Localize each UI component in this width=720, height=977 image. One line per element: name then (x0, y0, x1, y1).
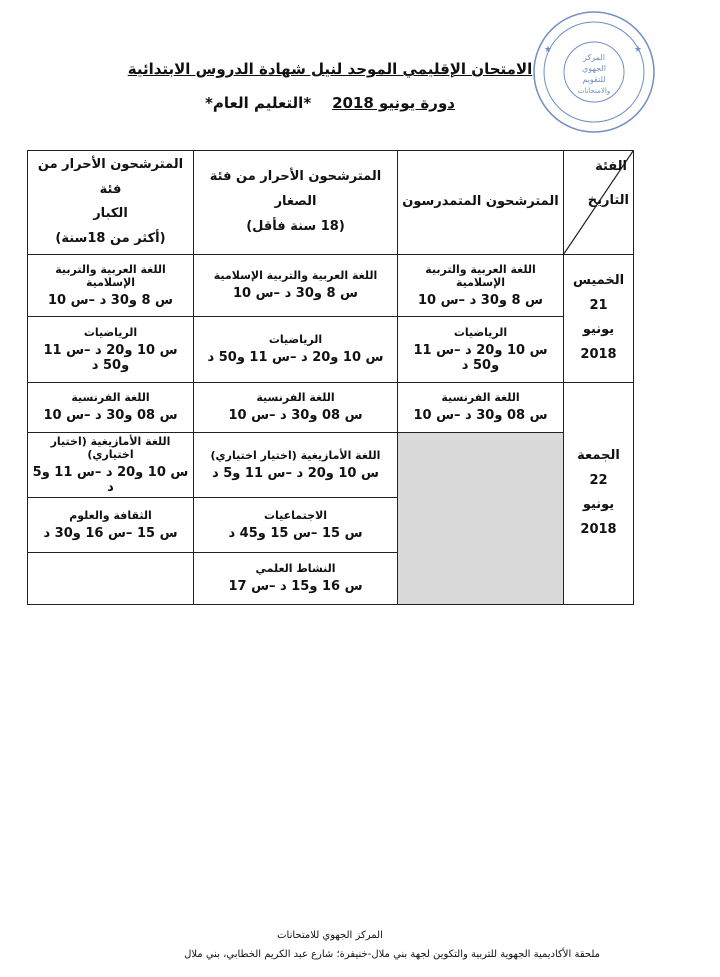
official-stamp (530, 8, 658, 136)
session-label: دورة يونيو 2018 (332, 94, 455, 112)
schedule-cell: الرياضيات س 10 و20 د –س 11 و50 د (398, 316, 564, 382)
date-cell-friday: الجمعة 22 يونيو 2018 (564, 382, 634, 604)
svg-text:الجهوي: الجهوي (582, 64, 606, 73)
schedule-cell: اللغة العربية والتربية الإسلامية س 8 و30 د –س 10 (28, 254, 194, 316)
schedule-cell: اللغة العربية والتربية الإسلامية س 8 و30 د –س 10 (398, 254, 564, 316)
svg-text:★: ★ (634, 45, 643, 55)
session-title (120, 94, 540, 112)
svg-text:★: ★ (544, 45, 553, 55)
schedule-cell: اللغة الأمازيغية (اختيار اختياري) س 10 و20 د –س 11 و5 د (28, 432, 194, 497)
exam-schedule-table (27, 150, 634, 605)
schedule-cell: الرياضيات س 10 و20 د –س 11 و50 د (194, 316, 398, 382)
schedule-cell: اللغة الفرنسية س 08 و30 د –س 10 (194, 382, 398, 432)
header-row (28, 151, 634, 255)
date-cell-thursday: الخميس 21 يونيو 2018 (564, 254, 634, 382)
header-free-adults: المترشحون الأحرار من فئة الكبار (أكثر من 18سنة) (28, 151, 194, 255)
table-row (28, 432, 634, 497)
empty-cell (28, 552, 194, 604)
schedule-cell: اللغة العربية والتربية الإسلامية س 8 و30 د –س 10 (194, 254, 398, 316)
schedule-cell: الرياضيات س 10 و20 د –س 11 و50 د (28, 316, 194, 382)
footer-center-name: المركز الجهوي للامتحانات (277, 930, 383, 941)
category-label: الفئة (595, 159, 627, 174)
schedule-cell: اللغة الفرنسية س 08 و30 د –س 10 (398, 382, 564, 432)
svg-text:المركز: المركز (583, 53, 605, 62)
session-type: *التعليم العام* (205, 94, 312, 112)
header-free-young: المترشحون الأحرار من فئة الصغار (18 سنة فأقل) (194, 151, 398, 255)
schedule-cell: الاجتماعيات س 15 –س 15 و45 د (194, 497, 398, 552)
date-label: التاريخ (587, 193, 629, 208)
schedule-cell: الثقافة والعلوم س 15 –س 16 و30 د (28, 497, 194, 552)
header-schooled: المترشحون المتمدرسون (398, 151, 564, 255)
svg-text:للتقويم: للتقويم (582, 75, 606, 84)
footer-address: ملحقة الأكاديمية الجهوية للتربية والتكوين لجهة بني ملال-خنيفرة؛ شارع عبد الكريم الخطابي، بني ملال (184, 949, 600, 960)
schedule-cell: اللغة الأمازيغية (اختيار اختياري) س 10 و20 د –س 11 و5 د (194, 432, 398, 497)
table-row (28, 316, 634, 382)
schedule-cell: النشاط العلمي س 16 و15 د –س 17 (194, 552, 398, 604)
schedule-cell: اللغة الفرنسية س 08 و30 د –س 10 (28, 382, 194, 432)
corner-header (564, 151, 634, 255)
svg-text:والامتحانات: والامتحانات (577, 87, 611, 95)
table-row (28, 382, 634, 432)
exam-title: الامتحان الإقليمي الموحد لنيل شهادة الدروس الابتدائية (127, 60, 533, 78)
table-row (28, 254, 634, 316)
empty-shaded-cell (398, 432, 564, 604)
